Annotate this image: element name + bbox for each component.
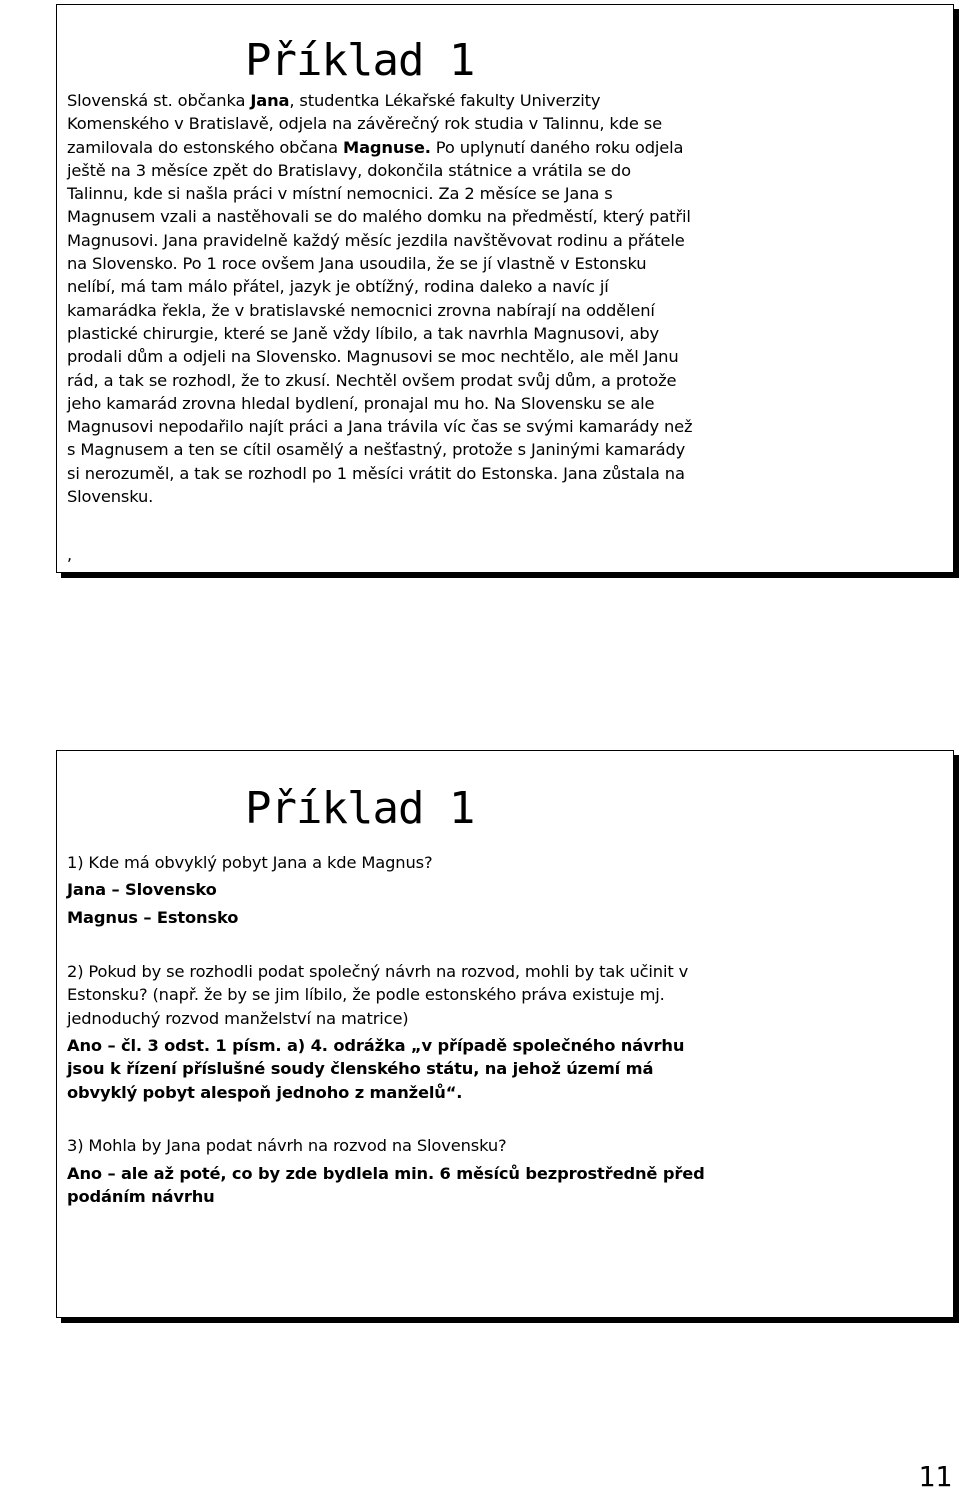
case-story (67, 89, 697, 508)
stray-comma: , (67, 545, 73, 564)
story-text-run: Po uplynutí daného roku odjela ještě na 3 měsíce zpět do Bratislavy, dokončila státnice a vrátila se do Talinnu, kde si našla práci v místní nemocnici. Za 2 měsíce se Jana s Magnusem vzali a nastěhovali se do malého domku na předměstí, který patřil Magnusovi. Jana pravidelně každý měsíc jezdila navštěvovat rodinu a přátele na Slovensko. Po 1 roce ovšem Jana usoudila, že se jí vlastně v Estonsku nelíbí, má tam málo přátel, jazyk je obtížný, rodina daleko a navíc jí kamarádka řekla, že v bratislavské nemocnici zrovna nabírají na oddělení plastické chirurgie, které se Janě vždy líbilo, a tak navrhla Magnusovi, aby prodali dům a odjeli na Slovensko. Magnusovi se moc nechtělo, ale měl Janu rád, a tak se rozhodl, že to zkusí. Nechtěl ovšem prodat svůj dům, a protože jeho kamarád zrovna hledal bydlení, pronajal mu ho. Na Slovensku se ale Magnusovi nepodařilo najít práci a Jana trávila víc čas se svými kamarády než s Magnusem a ten se cítil osamělý a nešťastný, protože s Janinými kamarády si nerozuměl, a tak se rozhodl po 1 měsíci vrátit do Estonska. Jana zůstala na Slovensku. (67, 137, 693, 507)
answer-1-magnus: Magnus – Estonsko (67, 908, 239, 927)
question-1: 1) Kde má obvyklý pobyt Jana a kde Magnus? (67, 853, 433, 872)
slide-1 (56, 4, 954, 573)
answer-1-jana: Jana – Slovensko (67, 880, 217, 899)
answer-3: Ano – ale až poté, co by zde bydlela min. 6 měsíců bezprostředně před podáním návrhu (67, 1164, 705, 1207)
slide-2 (56, 750, 954, 1318)
story-text-run: , studentka Lékařské fakulty Univerzity Komenského v Bratislavě, odjela na závěrečný rok studia v Talinnu, kde se zamilovala do estonského občana (67, 91, 662, 157)
slide-title: Příklad 1 (245, 35, 475, 86)
question-2: 2) Pokud by se rozhodli podat společný návrh na rozvod, mohli by tak učinit v Estonsku? (např. že by se jim líbilo, že podle estonského práva existuje mj. jednoduchý rozvod manželství na matrice) (67, 962, 689, 1028)
story-bold-run: Jana (250, 91, 290, 110)
story-text-run: Slovenská st. občanka (67, 91, 251, 110)
slide-title: Příklad 1 (245, 783, 475, 834)
page-number: 11 (918, 1460, 952, 1493)
story-bold-run: Magnuse. (343, 137, 431, 157)
answer-2: Ano – čl. 3 odst. 1 písm. a) 4. odrážka „v případě společného návrhu jsou k řízení příslušné soudy členského státu, na jehož území má obvyklý pobyt alespoň jednoho z manželů“. (67, 1036, 685, 1102)
question-3: 3) Mohla by Jana podat návrh na rozvod na Slovensku? (67, 1136, 507, 1155)
